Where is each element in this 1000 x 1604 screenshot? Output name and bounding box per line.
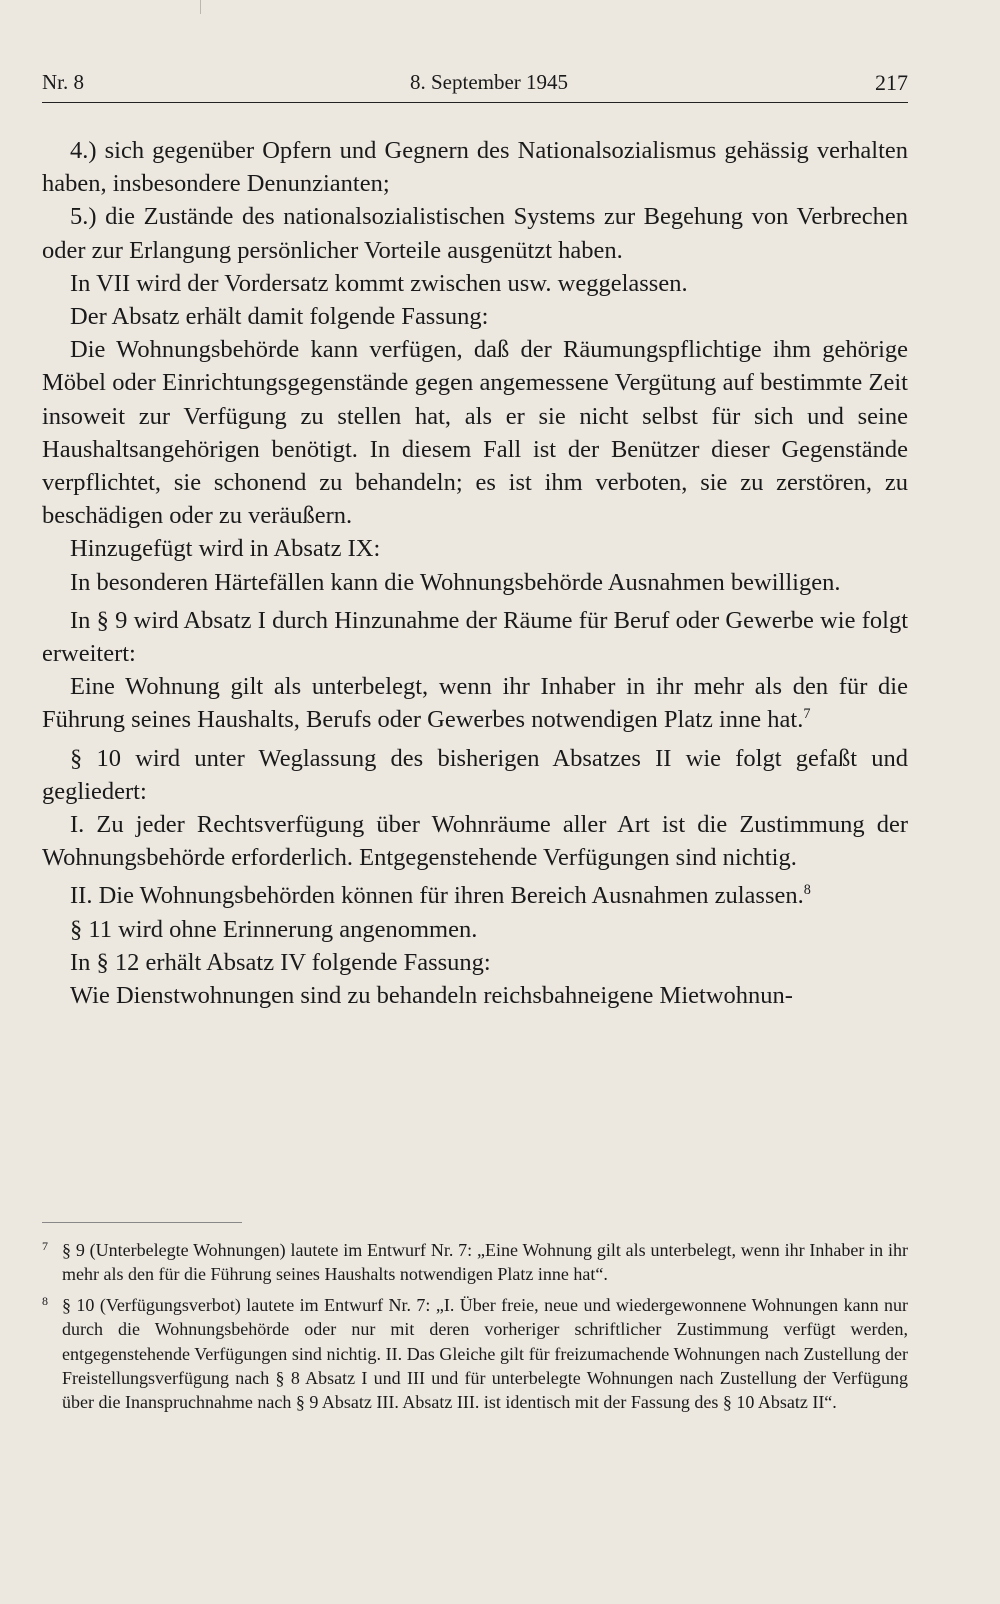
paragraph: § 10 wird unter Weglassung des bisherigen Absatzes II wie folgt gefaßt und gegliedert:: [42, 744, 908, 805]
footnote-divider: [42, 1222, 242, 1223]
footnote-number: 8: [42, 1293, 48, 1308]
paragraph: § 11 wird ohne Erinnerung angenommen.: [70, 915, 478, 943]
paragraph: In VII wird der Vordersatz kommt zwischen usw. weggelassen.: [70, 269, 688, 297]
paragraph: In § 9 wird Absatz I durch Hinzunahme der Räume für Beruf oder Gewerbe wie folgt erweitert:: [42, 606, 908, 668]
page-number: 217: [875, 70, 908, 95]
footnote-number: 7: [42, 1239, 48, 1253]
paragraph-text: II. Die Wohnungsbehörden können für ihren Bereich Ausnahmen zulassen.: [70, 882, 804, 910]
paragraph: I. Zu jeder Rechtsverfügung über Wohnräume aller Art ist die Zustimmung der Wohnungsbehörde erforderlich. Entgegenstehende Verfügungen sind nichtig.: [42, 811, 908, 872]
footnote: [42, 1293, 908, 1415]
paragraph: In § 12 erhält Absatz IV folgende Fassung:: [70, 948, 491, 976]
paragraph: Die Wohnungsbehörde kann verfügen, daß der Räumungspflichtige ihm gehörige Möbel oder Einrichtungsgegenstände gegen angemessene Vergütung auf bestimmte Zeit insoweit zur Verfügung zu stellen hat, als er sie nicht selbst für sich und seine Haushaltsangehörigen benötigt. In diesem Fall ist der Benützer dieser Gegenstände verpflichtet, sie schonend zu behandeln; es ist ihm verboten, sie zu zerstören, zu beschädigen oder zu veräußern.: [42, 336, 908, 530]
page-header: [42, 66, 908, 103]
footnotes: [42, 1238, 908, 1415]
paragraph: 5.) die Zustände des nationalsozialistischen Systems zur Begehung von Verbrechen oder zur Erlangung persönlicher Vorteile ausgenützt haben.: [42, 203, 908, 264]
paragraph: Der Absatz erhält damit folgende Fassung:: [70, 303, 489, 331]
paragraph-text: Eine Wohnung gilt als unterbelegt, wenn ihr Inhaber in ihr mehr als den für die Führung seines Haushalts, Berufs oder Gewerbes notwendigen Platz inne hat.: [42, 673, 908, 734]
paragraph: [42, 879, 908, 912]
footnote-reference: 8: [803, 882, 811, 899]
paragraph: Hinzugefügt wird in Absatz IX:: [70, 535, 381, 563]
issue-number: Nr. 8: [42, 70, 84, 94]
scan-artifact: [200, 0, 201, 14]
issue-date: 8. September 1945: [410, 70, 569, 94]
main-text: [42, 134, 908, 1012]
paragraph: [42, 670, 908, 736]
footnote: [42, 1238, 908, 1287]
footnote-text: § 10 (Verfügungsverbot) lautete im Entwurf Nr. 7: „I. Über freie, neue und wiedergewonnene Wohnungen kann nur durch die Wohnungsbehörde oder nur mit deren vorheriger schriftlicher Zustimmung verfügt werden, entgegenstehende Verfügungen sind nichtig. II. Das Gleiche gilt für freizumachende Wohnungen nach Zustellung der Freistellungsverfügung nach § 8 Absatz I und III und für unterbelegte Wohnungen nach Zustellung der Verfügung über die Inanspruchnahme nach § 9 Absatz III. Absatz III. ist identisch mit der Fassung des § 10 Absatz II“.: [62, 1294, 908, 1413]
paragraph: Wie Dienstwohnungen sind zu behandeln reichsbahneigene Mietwohnun-: [70, 982, 793, 1010]
footnote-text: § 9 (Unterbelegte Wohnungen) lautete im Entwurf Nr. 7: „Eine Wohnung gilt als unterbelegt, wenn ihr Inhaber in ihr mehr als den für die Führung seines Haushalts notwendigen Platz inne hat“.: [62, 1240, 908, 1285]
paragraph: In besonderen Härtefällen kann die Wohnungsbehörde Ausnahmen bewilligen.: [70, 568, 841, 596]
footnote-reference: 7: [803, 706, 811, 723]
paragraph: 4.) sich gegenüber Opfern und Gegnern des Nationalsozialismus gehässig verhalten haben, insbesondere Denunzianten;: [42, 137, 908, 198]
